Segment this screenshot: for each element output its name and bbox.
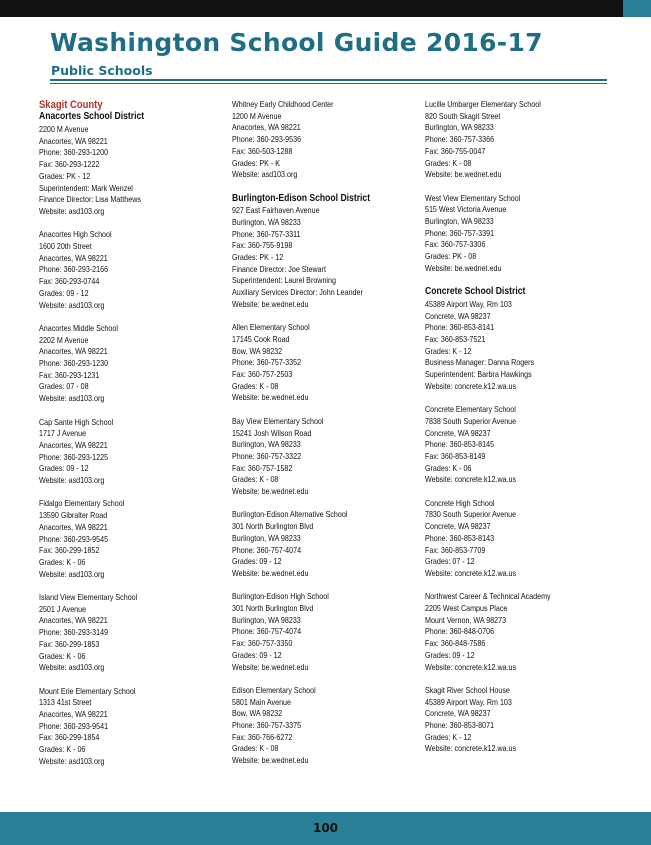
district-entry: [232, 193, 395, 311]
school-entry: [232, 685, 395, 767]
entry-line: Anacortes, WA 98221: [39, 521, 108, 532]
grades-text: Grades: K - 12: [425, 731, 472, 742]
entry-line: Finance Director: Lisa Matthews: [39, 194, 141, 205]
page-title: Washington School Guide 2016-17: [50, 28, 543, 57]
phone-text: Phone: 360-293-3149: [39, 627, 109, 638]
school-entry: [39, 592, 202, 674]
phone-text: Phone: 360-757-3311: [232, 228, 301, 239]
district-name: Concrete School District: [425, 286, 526, 298]
county-heading: Skagit County: [39, 99, 103, 111]
website-text: Website: asd103.org: [39, 393, 105, 404]
school-name: Island View Elementary School: [39, 592, 138, 603]
footer-bar: [0, 812, 651, 845]
school-entry: [232, 416, 395, 498]
entry-line: Anacortes, WA 98221: [39, 709, 108, 720]
fax-text: Fax: 360-299-1852: [39, 545, 100, 556]
grades-text: Grades: 09 - 12: [232, 556, 282, 567]
grades-text: Grades: K - 08: [232, 380, 279, 391]
entry-line: Superintendent: Laurel Browning: [232, 275, 336, 286]
school-name: Skagit River School House: [425, 684, 510, 695]
grades-text: Grades: PK - 08: [425, 251, 477, 262]
fax-text: Fax: 360-853-8149: [425, 450, 486, 461]
website-text: Website: asd103.org: [39, 755, 105, 766]
grades-text: Grades: K - 06: [39, 650, 86, 661]
entry-line: Anacortes, WA 98221: [39, 346, 108, 357]
entry-line: 2501 J Avenue: [39, 603, 87, 614]
header-rule-bottom: [50, 83, 607, 84]
phone-text: Phone: 360-293-9545: [39, 533, 109, 544]
phone-text: Phone: 360-853-8071: [425, 720, 495, 731]
fax-text: Fax: 360-757-3350: [232, 638, 293, 649]
school-name: Burlington-Edison High School: [232, 591, 329, 602]
grades-text: Grades: K - 08: [232, 474, 279, 485]
website-text: Website: be.wednet.edu: [425, 169, 502, 180]
page-number: 100: [312, 821, 339, 835]
entry-line: 1200 M Avenue: [232, 110, 282, 121]
school-name: Concrete Elementary School: [425, 404, 516, 415]
entry-line: 1600 20th Street: [39, 241, 92, 252]
entry-line: 301 North Burlington Blvd: [232, 521, 314, 532]
column-1: [39, 99, 202, 779]
website-text: Website: asd103.org: [39, 299, 105, 310]
phone-text: Phone: 360-757-3322: [232, 450, 302, 461]
fax-text: Fax: 360-293-1231: [39, 369, 100, 380]
school-entry: [232, 322, 395, 404]
fax-text: Fax: 360-853-7521: [425, 333, 486, 344]
entry-line: Superintendent: Barbra Hawkings: [425, 369, 532, 380]
website-text: Website: concrete.k12.wa.us: [425, 661, 517, 672]
entry-line: Mount Vernon, WA 98273: [425, 614, 507, 625]
grades-text: Grades: K - 06: [425, 462, 472, 473]
entry-line: 820 South Skagit Street: [425, 110, 501, 121]
district-entry: [425, 286, 588, 392]
fax-text: Fax: 360-757-1582: [232, 462, 293, 473]
entry-line: 2205 West Campus Place: [425, 603, 508, 614]
website-text: Website: asd103.org: [232, 169, 298, 180]
fax-text: Fax: 360-853-7709: [425, 544, 486, 555]
website-text: Website: concrete.k12.wa.us: [425, 474, 517, 485]
entry-line: Burlington, WA 98233: [232, 216, 301, 227]
website-text: Website: be.wednet.edu: [232, 567, 309, 578]
district-name: Burlington-Edison School District: [232, 192, 371, 204]
phone-text: Phone: 360-757-3391: [425, 227, 495, 238]
entry-line: Finance Director: Joe Stewart: [232, 263, 326, 274]
fax-text: Fax: 360-757-2503: [232, 369, 293, 380]
website-text: Website: be.wednet.edu: [232, 298, 309, 309]
fax-text: Fax: 360-755-0047: [425, 145, 486, 156]
school-name: Allen Elementary School: [232, 322, 310, 333]
entry-line: 1313 41st Street: [39, 697, 92, 708]
website-text: Website: be.wednet.edu: [232, 392, 309, 403]
grades-text: Grades: 07 - 12: [425, 556, 475, 567]
entry-line: Concrete, WA 98237: [425, 427, 491, 438]
phone-text: Phone: 360-293-9536: [232, 134, 302, 145]
entry-line: Anacortes, WA 98221: [39, 252, 108, 263]
school-name: Lucille Umbarger Elementary School: [425, 99, 541, 109]
school-entry: [232, 509, 395, 579]
phone-text: Phone: 360-293-1200: [39, 147, 109, 158]
grades-text: Grades: 09 - 12: [39, 287, 89, 298]
school-entry: [425, 685, 588, 755]
website-text: Website: be.wednet.edu: [232, 486, 309, 497]
entry-line: Bow, WA 98232: [232, 708, 283, 719]
entry-line: Burlington, WA 98233: [232, 532, 301, 543]
entry-line: 515 West Victoria Avenue: [425, 204, 507, 215]
entry-line: Concrete, WA 98237: [425, 310, 491, 321]
school-name: Bay View Elementary School: [232, 415, 324, 426]
phone-text: Phone: 360-293-1225: [39, 451, 109, 462]
school-name: West View Elementary School: [425, 192, 521, 203]
school-name: Concrete High School: [425, 497, 495, 508]
entry-line: Burlington, WA 98233: [232, 614, 301, 625]
phone-text: Phone: 360-848-0706: [425, 626, 495, 637]
grades-text: Grades: PK - K: [232, 157, 280, 168]
entry-line: 927 East Fairhaven Avenue: [232, 205, 320, 216]
school-name: Edison Elementary School: [232, 684, 316, 695]
district-name: Anacortes School District: [39, 111, 145, 123]
website-text: Website: asd103.org: [39, 662, 105, 673]
entry-line: 45389 Airport Way, Rm 103: [425, 298, 512, 309]
phone-text: Phone: 360-293-1230: [39, 358, 109, 369]
entry-line: Business Manager: Danna Rogers: [425, 357, 535, 368]
entry-line: Auxiliary Services Director: John Leander: [232, 287, 363, 298]
entry-line: Anacortes, WA 98221: [39, 439, 108, 450]
entry-line: 45389 Airport Way, Rm 103: [425, 696, 512, 707]
entry-line: Bow, WA 98232: [232, 345, 283, 356]
school-name: Whitney Early Childhood Center: [232, 99, 334, 109]
grades-text: Grades: K - 08: [425, 157, 472, 168]
entry-line: 7838 South Superior Avenue: [425, 415, 517, 426]
fax-text: Fax: 360-299-1853: [39, 638, 100, 649]
entry-line: 17145 Cook Road: [232, 333, 290, 344]
phone-text: Phone: 360-757-4074: [232, 544, 302, 555]
top-tab-accent: [623, 0, 651, 17]
header-rule-top: [50, 79, 607, 81]
top-bar: [0, 0, 651, 17]
fax-text: Fax: 360-503-1288: [232, 145, 293, 156]
website-text: Website: concrete.k12.wa.us: [425, 380, 517, 391]
phone-text: Phone: 360-853-8141: [425, 322, 495, 333]
phone-text: Phone: 360-293-9541: [39, 720, 109, 731]
fax-text: Fax: 360-766-6272: [232, 731, 293, 742]
fax-text: Fax: 360-757-3306: [425, 239, 486, 250]
fax-text: Fax: 360-299-1854: [39, 732, 100, 743]
entry-line: 2200 M Avenue: [39, 124, 89, 134]
website-text: Website: concrete.k12.wa.us: [425, 567, 517, 578]
website-text: Website: be.wednet.edu: [232, 755, 309, 766]
school-entry: [425, 193, 588, 275]
school-entry: [425, 591, 588, 673]
school-name: Mount Erie Elementary School: [39, 685, 136, 696]
school-name: Northwest Career & Technical Academy: [425, 591, 551, 602]
school-name: Fidalgo Elementary School: [39, 498, 125, 509]
website-text: Website: concrete.k12.wa.us: [425, 743, 517, 754]
grades-text: Grades: K - 12: [425, 345, 472, 356]
school-entry: [39, 229, 202, 311]
school-entry: [425, 404, 588, 486]
entry-line: Burlington, WA 98233: [425, 216, 494, 227]
website-text: Website: asd103.org: [39, 475, 105, 486]
grades-text: Grades: PK - 12: [232, 252, 284, 263]
website-text: Website: be.wednet.edu: [232, 661, 309, 672]
website-text: Website: asd103.org: [39, 568, 105, 579]
grades-text: Grades: 09 - 12: [232, 649, 282, 660]
entry-line: 5801 Main Avenue: [232, 696, 291, 707]
grades-text: Grades: 09 - 12: [425, 649, 475, 660]
entry-line: Concrete, WA 98237: [425, 708, 491, 719]
phone-text: Phone: 360-757-4074: [232, 626, 302, 637]
website-text: Website: asd103.org: [39, 205, 105, 216]
column-3: [425, 99, 588, 767]
school-name: Anacortes High School: [39, 229, 112, 240]
phone-text: Phone: 360-853-8143: [425, 532, 495, 543]
website-text: Website: be.wednet.edu: [425, 262, 502, 273]
entry-line: Superintendent: Mark Wenzel: [39, 182, 133, 193]
school-entry: [232, 591, 395, 673]
grades-text: Grades: 07 - 08: [39, 381, 89, 392]
school-entry: [39, 417, 202, 487]
grades-text: Grades: PK - 12: [39, 170, 91, 181]
school-entry: [232, 99, 395, 181]
grades-text: Grades: K - 08: [232, 743, 279, 754]
school-name: Cap Sante High School: [39, 416, 114, 427]
entry-line: Anacortes, WA 98221: [232, 122, 301, 133]
phone-text: Phone: 360-853-8145: [425, 439, 495, 450]
entry-line: 301 North Burlington Blvd: [232, 603, 314, 614]
entry-line: 15241 Josh Wilson Road: [232, 427, 312, 438]
entry-line: 7830 South Superior Avenue: [425, 509, 517, 520]
district-entry: [39, 99, 202, 218]
entry-line: Concrete, WA 98237: [425, 521, 491, 532]
entry-line: Anacortes, WA 98221: [39, 615, 108, 626]
school-name: Anacortes Middle School: [39, 322, 118, 333]
entry-line: Burlington, WA 98233: [232, 439, 301, 450]
grades-text: Grades: K - 06: [39, 744, 86, 755]
phone-text: Phone: 360-293-2166: [39, 264, 109, 275]
fax-text: Fax: 360-755-9198: [232, 240, 293, 251]
grades-text: Grades: K - 06: [39, 556, 86, 567]
school-entry: [425, 99, 588, 181]
school-entry: [425, 498, 588, 580]
school-name: Burlington-Edison Alternative School: [232, 509, 348, 520]
entry-line: Anacortes, WA 98221: [39, 135, 108, 146]
entry-line: 1717 J Avenue: [39, 428, 87, 439]
phone-text: Phone: 360-757-3375: [232, 720, 302, 731]
school-entry: [39, 686, 202, 768]
page-subtitle: Public Schools: [51, 63, 153, 78]
entry-line: Burlington, WA 98233: [425, 122, 494, 133]
grades-text: Grades: 09 - 12: [39, 463, 89, 474]
entry-line: 2202 M Avenue: [39, 334, 89, 345]
school-entry: [39, 323, 202, 405]
fax-text: Fax: 360-293-0744: [39, 276, 100, 287]
phone-text: Phone: 360-757-3366: [425, 134, 495, 145]
phone-text: Phone: 360-757-3352: [232, 357, 302, 368]
entry-line: 13590 Gibralter Road: [39, 510, 108, 521]
fax-text: Fax: 360-848-7586: [425, 638, 486, 649]
fax-text: Fax: 360-293-1222: [39, 159, 100, 170]
column-2: [232, 99, 395, 779]
school-entry: [39, 498, 202, 580]
